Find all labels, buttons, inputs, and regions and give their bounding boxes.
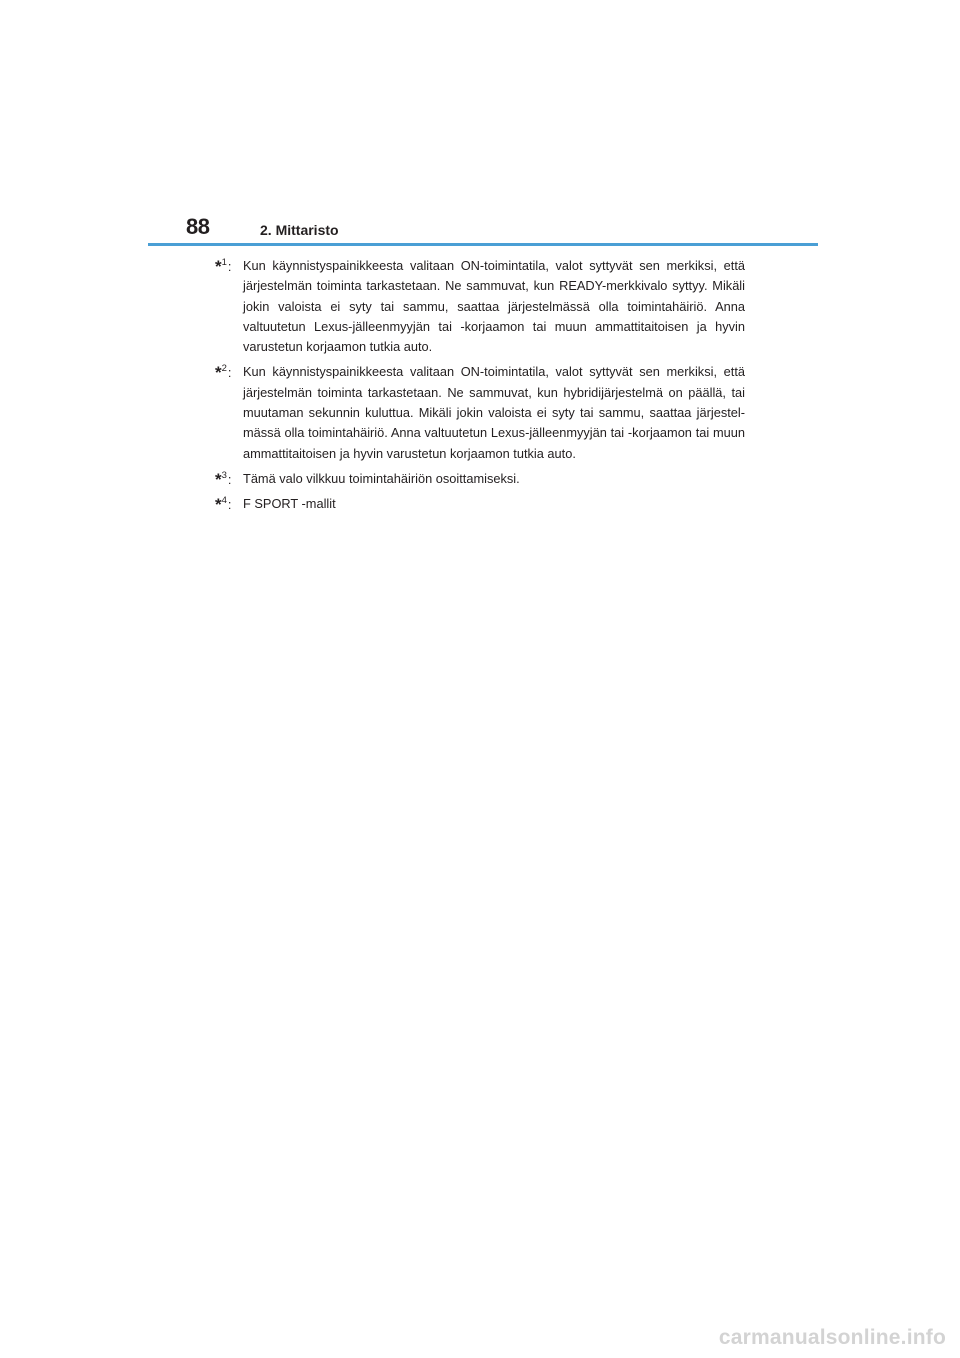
footnote-3 (215, 469, 745, 489)
footnote-marker: *$^2$: (215, 363, 232, 383)
footnote-marker: *$^3$: (215, 469, 232, 489)
footnote-1 (215, 256, 745, 357)
header-divider (148, 243, 818, 246)
watermark (0, 1324, 960, 1358)
page-header (186, 214, 818, 244)
footnote-marker: *$^1$: (215, 257, 232, 276)
footnote-4 (215, 494, 745, 514)
footnote-2 (215, 362, 745, 463)
section-title: 2. Mittaristo (260, 222, 339, 238)
footnote-marker: *$^4$: (215, 495, 232, 515)
footnote-text: Tämä valo vilkkuu toimintahäiriön osoittamiseksi. (243, 470, 520, 486)
footnotes-list (215, 256, 745, 520)
footnote-text: Kun käynnistyspainikkeesta valitaan ON-toimintatila, valot syttyvät sen merkiksi, että järjestelmän toiminta tarkastetaan. Ne sammuvat, kun READY-merkkivalo syttyy. Mikäli jokin valoista ei syty tai sammu, saattaa järjestelmässä olla toimintahäiriö. Anna valtuutetun Lexus-jälleenmyyjän tai -korjaamon tai muun ammattitaitoisen ja hyvin varustetun korjaamon tutkia auto. (243, 258, 745, 355)
watermark-text: carmanualsonline.info (718, 1326, 946, 1349)
footnote-text: Kun käynnistyspainikkeesta valitaan ON-toimintatila, valot syttyvät sen merkiksi, että järjestelmän toiminta tarkastetaan. Ne sammuvat, kun hybridijärjestelmä on päällä, tai muutaman sekunnin kuluttua. Mikäli jokin valoista ei syty tai sammu, saattaa järjestel-mässä olla toimintahäiriö. Anna valtuutetun Lexus-jälleenmyyjän tai -korjaamon tai muun ammattitaitoisen ja hyvin varustetun korjaamon tutkia auto. (243, 364, 745, 461)
page-number: 88 (186, 214, 210, 239)
footnote-text: F SPORT -mallit (243, 496, 336, 512)
